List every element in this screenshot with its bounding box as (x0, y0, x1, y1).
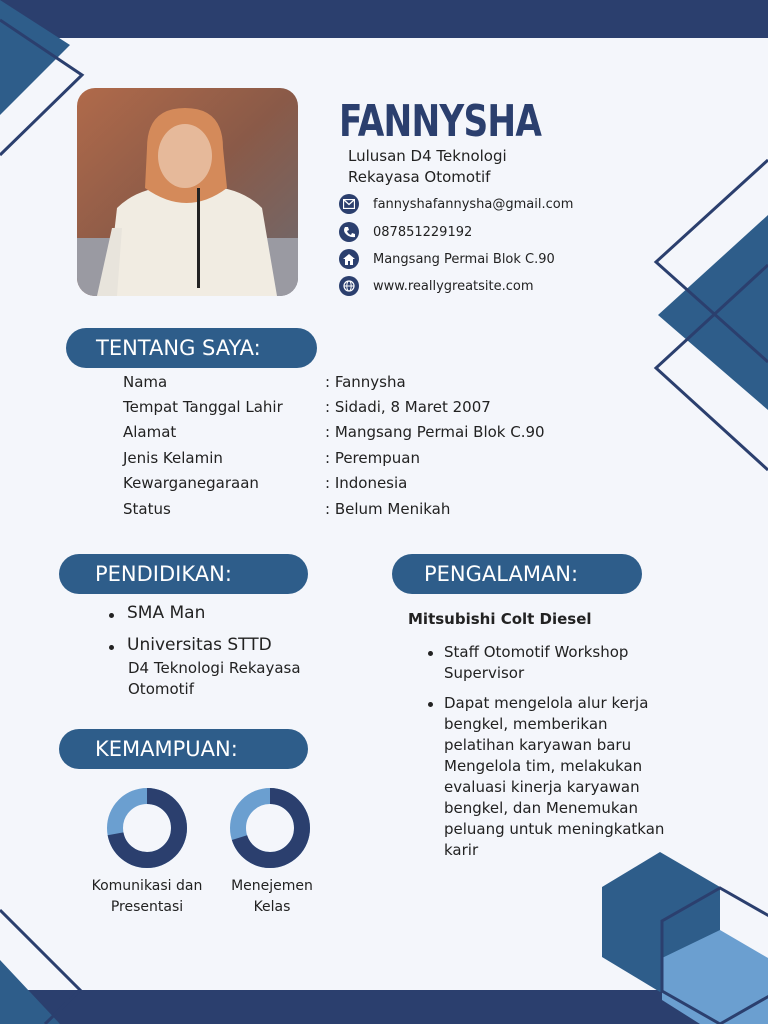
about-heading: TENTANG SAYA: (66, 328, 317, 368)
bullet (109, 613, 114, 618)
experience-line: Supervisor (444, 664, 525, 682)
experience-line: Staff Otomotif Workshop (444, 643, 629, 661)
skill-ring-communication (105, 786, 189, 870)
info-label: Alamat (123, 423, 177, 441)
contact-website-text: www.reallygreatsite.com (373, 278, 534, 294)
contact-phone[interactable] (339, 222, 472, 242)
experience-line: evaluasi kinerja karyawan (444, 778, 640, 796)
skill-ring-class-management (228, 786, 312, 870)
info-label: Jenis Kelamin (123, 449, 223, 467)
info-value: : Fannysha (325, 373, 406, 391)
experience-bullet (444, 693, 664, 861)
skill-label-line: Menejemen (231, 878, 313, 894)
mail-icon (339, 194, 359, 214)
experience-line: karir (444, 841, 479, 859)
info-label: Tempat Tanggal Lahir (123, 398, 283, 416)
profile-name: FANNYSHA (339, 96, 542, 147)
skills-heading: KEMAMPUAN: (59, 729, 308, 769)
experience-line: peluang untuk meningkatkan (444, 820, 665, 838)
education-school: Universitas STTD (127, 635, 272, 655)
experience-heading: PENGALAMAN: (392, 554, 642, 594)
info-value: : Perempuan (325, 449, 420, 467)
contact-phone-text: 087851229192 (373, 224, 473, 240)
experience-line: bengkel, dan Menemukan (444, 799, 638, 817)
bullet (428, 651, 433, 656)
info-label: Status (123, 500, 171, 518)
globe-icon (339, 276, 359, 296)
skill-label-line: Presentasi (110, 899, 184, 915)
contact-address-text: Mangsang Permai Blok C.90 (373, 251, 555, 267)
education-school: SMA Man (127, 603, 206, 623)
experience-line: bengkel, memberikan (444, 715, 608, 733)
education-heading: PENDIDIKAN: (59, 554, 308, 594)
experience-line: Mengelola tim, melakukan (444, 757, 643, 775)
experience-bullet (444, 642, 628, 684)
contact-email[interactable] (339, 194, 573, 214)
experience-company: Mitsubishi Colt Diesel (408, 610, 592, 628)
skill-label-line: Kelas (253, 899, 291, 915)
phone-icon (339, 222, 359, 242)
contact-email-text: fannyshafannysha@gmail.com (373, 196, 574, 212)
subtitle-line: Lulusan D4 Teknologi (348, 147, 507, 165)
experience-line: pelatihan karyawan baru (444, 736, 632, 754)
education-detail-line: D4 Teknologi Rekayasa (128, 659, 301, 677)
subtitle-line: Rekayasa Otomotif (348, 168, 491, 186)
experience-line: Dapat mengelola alur kerja (444, 694, 649, 712)
info-label: Nama (123, 373, 168, 391)
bullet (428, 702, 433, 707)
skill-label (77, 876, 217, 918)
bullet (109, 645, 114, 650)
contact-address[interactable] (339, 249, 555, 269)
home-icon (339, 249, 359, 269)
info-value: : Belum Menikah (325, 500, 451, 518)
info-label: Kewarganegaraan (123, 474, 259, 492)
profile-photo (77, 88, 298, 296)
profile-subtitle (348, 146, 578, 188)
contact-website[interactable] (339, 276, 534, 296)
info-value: : Indonesia (325, 474, 408, 492)
education-detail (128, 658, 301, 700)
info-value: : Sidadi, 8 Maret 2007 (325, 398, 491, 416)
skill-label (202, 876, 342, 918)
info-value: : Mangsang Permai Blok C.90 (325, 423, 545, 441)
skill-label-line: Komunikasi dan (91, 878, 203, 894)
education-detail-line: Otomotif (128, 680, 194, 698)
